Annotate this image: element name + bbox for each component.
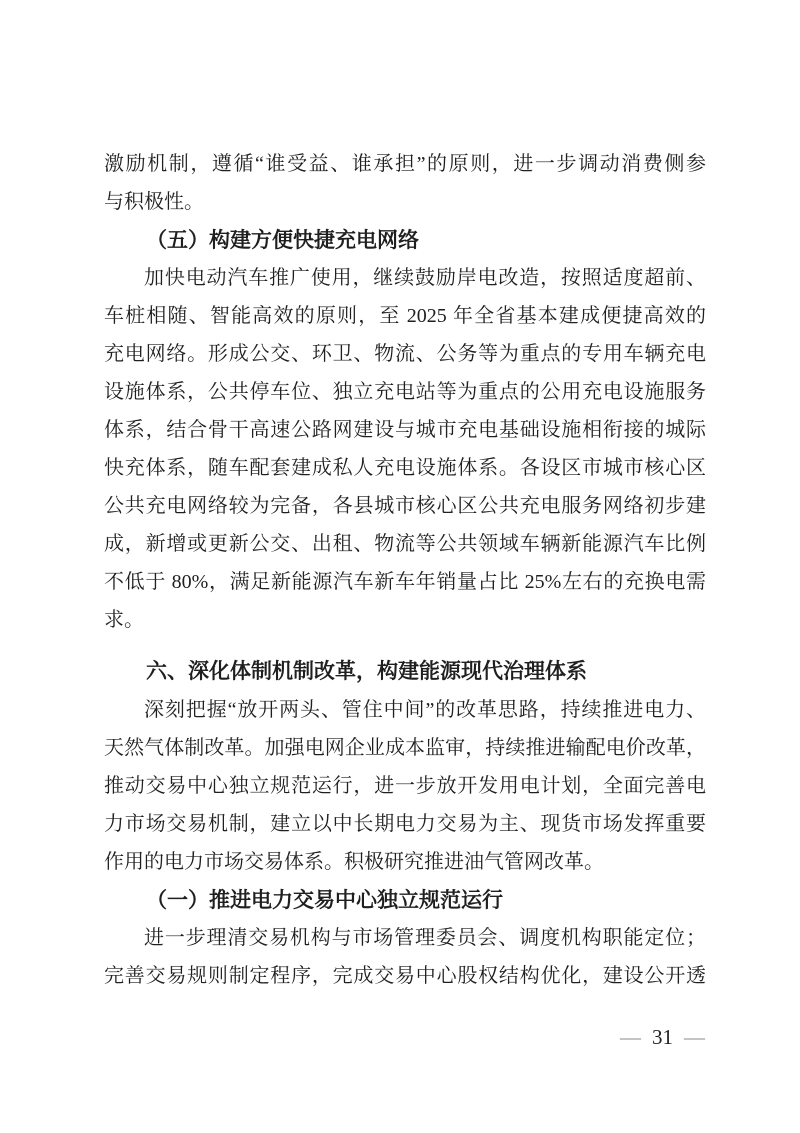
paragraph-line: 天然气体制改革。加强电网企业成本监审，持续推进输配电价改革， [104,737,706,759]
paragraph-line: 成，新增或更新公交、出租、物流等公共领域车辆新能源汽车比例 [104,533,706,555]
paragraph-line: 求。 [104,609,144,631]
paragraph-line: 设施体系，公共停车位、独立充电站等为重点的公用充电设施服务 [104,381,706,403]
paragraph-line: 充电网络。形成公交、环卫、物流、公务等为重点的专用车辆充电 [104,343,706,365]
paragraph-line: 公共充电网络较为完备，各县城市核心区公共充电服务网络初步建 [104,495,706,517]
page-number-dash-right: — [684,1025,705,1049]
page-number-dash-left: — [620,1025,641,1049]
section-heading-6: 六、深化体制机制改革，构建能源现代治理体系 [146,660,587,683]
paragraph-line: 进一步理清交易机构与市场管理委员会、调度机构职能定位； [144,927,706,949]
paragraph-line: 推动交易中心独立规范运行，进一步放开发用电计划，全面完善电 [104,775,706,797]
paragraph-line: 与积极性。 [104,191,204,213]
page-body-text [104,145,706,995]
subsection-heading-5: （五）构建方便快捷充电网络 [146,228,419,252]
paragraph-line: 不低于 80%，满足新能源汽车新车年销量占比 25%左右的充换电需 [104,571,706,593]
paragraph-line: 力市场交易机制，建立以中长期电力交易为主、现货市场发挥重要 [104,813,706,835]
paragraph-line: 激励机制，遵循“谁受益、谁承担”的原则，进一步调动消费侧参 [104,153,706,175]
paragraph-line: 作用的电力市场交易体系。积极研究推进油气管网改革。 [104,851,604,873]
paragraph-line: 快充体系，随车配套建成私人充电设施体系。各设区市城市核心区 [104,457,706,479]
page-number [0,1024,705,1050]
page-number-value: 31 [652,1025,673,1049]
subsection-heading-1: （一）推进电力交易中心独立规范运行 [146,888,503,912]
paragraph-line: 深刻把握“放开两头、管住中间”的改革思路，持续推进电力、 [144,699,706,721]
paragraph-line: 体系，结合骨干高速公路网建设与城市充电基础设施相衔接的城际 [104,419,706,441]
paragraph-line: 加快电动汽车推广使用，继续鼓励岸电改造，按照适度超前、 [144,267,706,289]
paragraph-line: 完善交易规则制定程序，完成交易中心股权结构优化，建设公开透 [104,965,706,987]
paragraph-line: 车桩相随、智能高效的原则，至 2025 年全省基本建成便捷高效的 [104,305,706,327]
